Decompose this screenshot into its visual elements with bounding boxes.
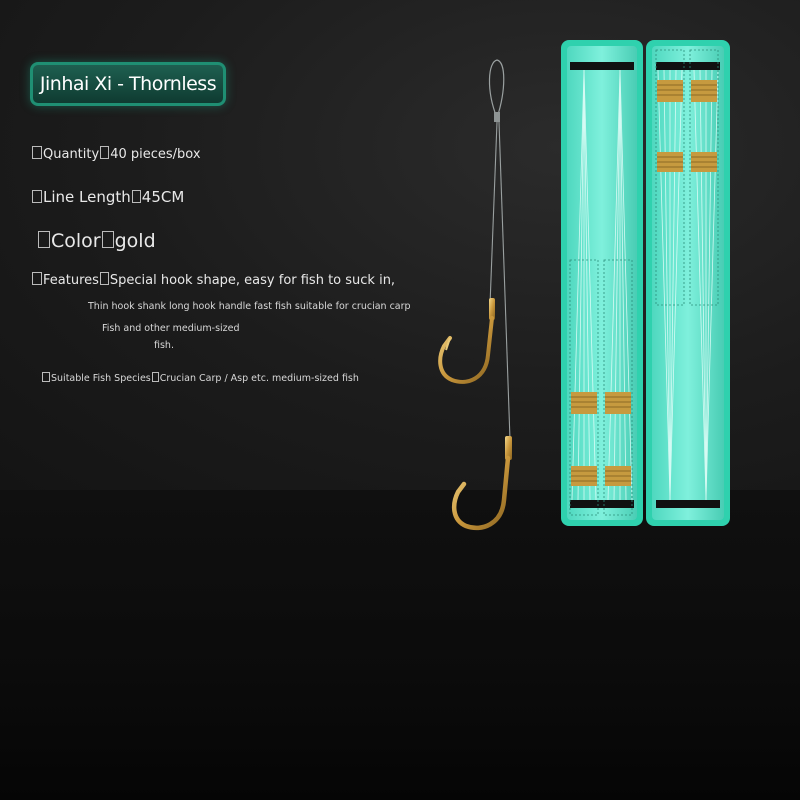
spec-features-line4: fish.	[154, 340, 174, 351]
box-left-bottom-bar	[570, 500, 634, 508]
spec-features-line3: Fish and other medium-sized	[102, 323, 240, 334]
spec-features-label: Features	[43, 273, 99, 288]
box-right-inner	[652, 46, 724, 520]
spec-line-length-label: Line Length	[43, 188, 131, 206]
spec-color-label: Color	[51, 230, 101, 252]
product-title: Jinhai Xi - Thornless	[39, 73, 217, 95]
spec-quantity-label: Quantity	[43, 147, 100, 162]
spec-species-value: Crucian Carp / Asp etc. medium-sized fish	[159, 373, 359, 384]
spec-features-value: Special hook shape, easy for fish to suck in,	[109, 273, 396, 288]
spec-quantity-value: 40 pieces/box	[110, 147, 201, 162]
tackle-box-icon	[561, 40, 643, 526]
tackle-box-icon	[646, 40, 730, 526]
line-upper-right	[499, 122, 510, 440]
box-left-inner	[567, 46, 637, 520]
spec-species-label: Suitable Fish Species	[51, 373, 151, 384]
spec-color-value: gold	[114, 230, 156, 252]
fishing-rig	[489, 60, 510, 440]
box-right-bottom-bar	[656, 500, 720, 508]
spec-features-line2: Thin hook shank long hook handle fast fish suitable for crucian carp	[88, 301, 411, 312]
line-knot	[494, 112, 500, 122]
fishing-hook-icon	[440, 298, 495, 382]
line-loop	[489, 60, 503, 118]
spec-line-length-value: 45CM	[141, 188, 185, 206]
box-left-top-bar	[570, 62, 634, 70]
fishing-hook-icon	[454, 436, 512, 528]
line-upper-left	[490, 122, 497, 305]
box-right-top-bar	[656, 62, 720, 70]
